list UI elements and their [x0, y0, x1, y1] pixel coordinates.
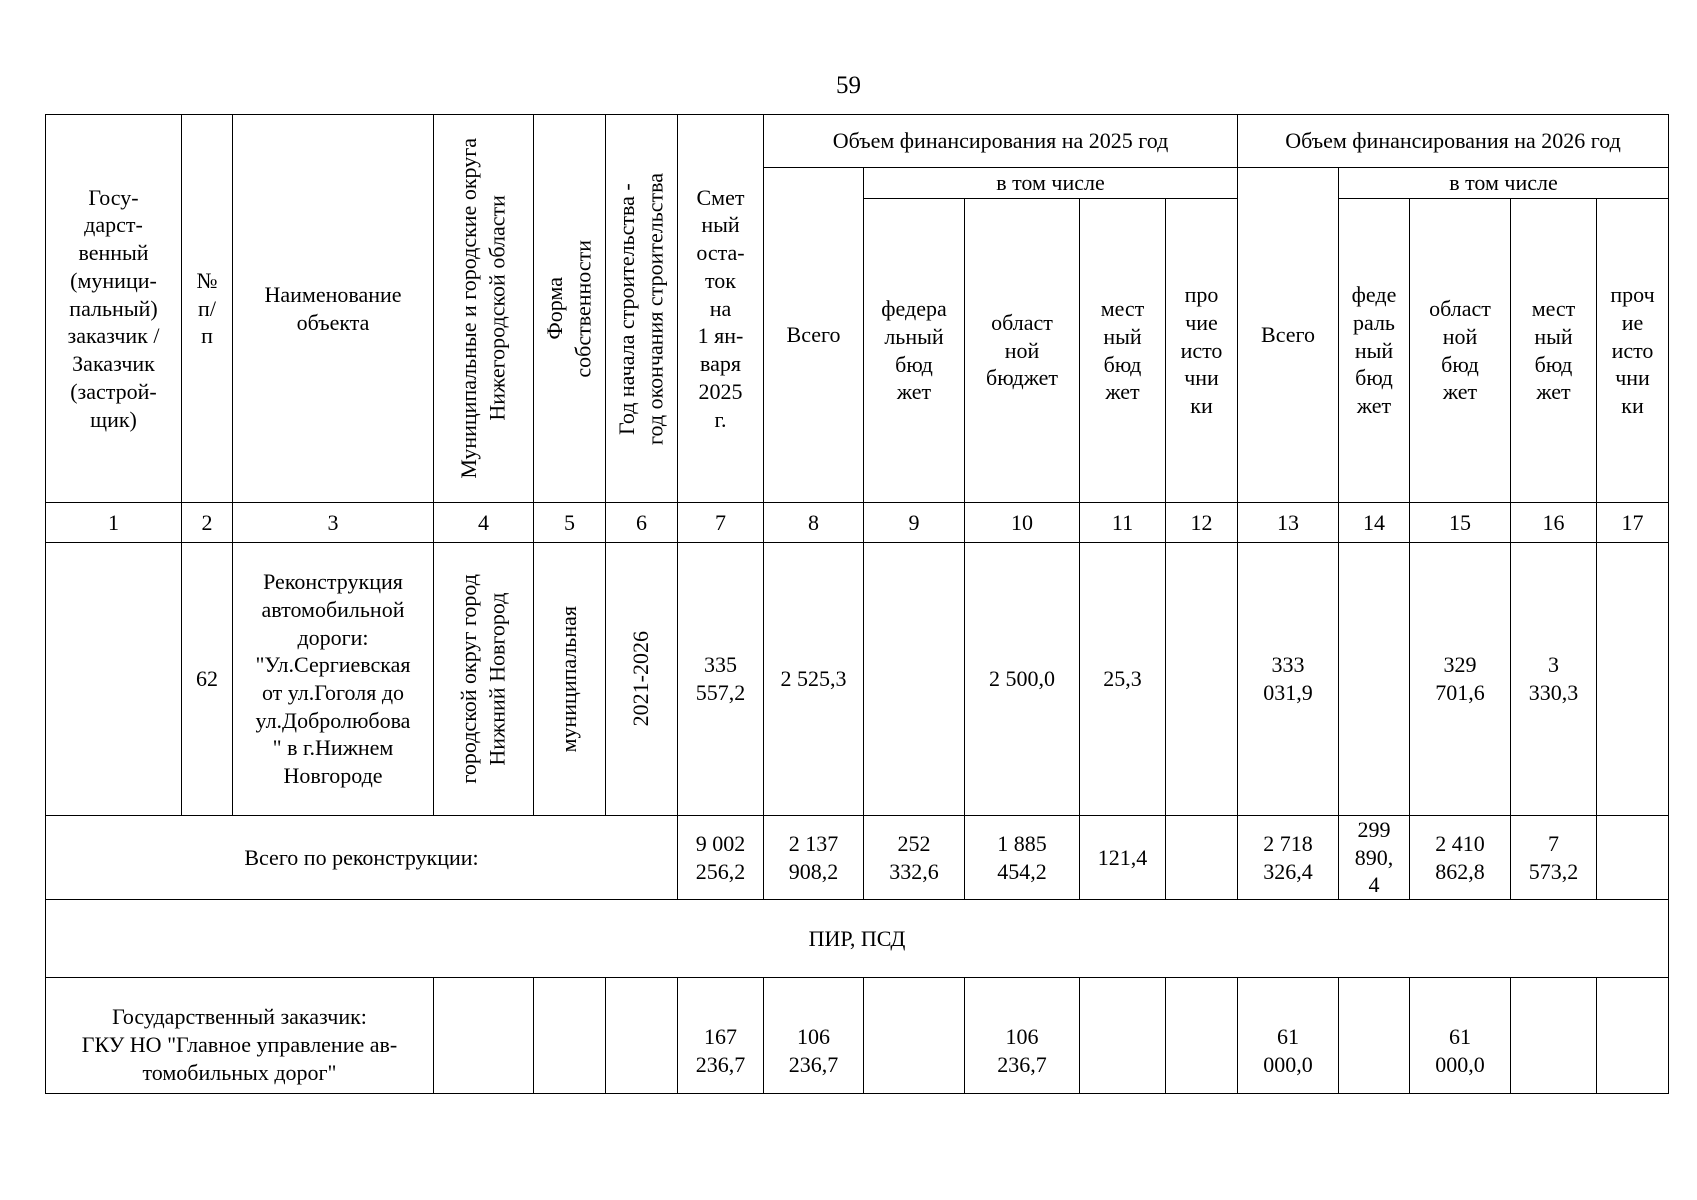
total-2025-other — [1166, 816, 1238, 900]
customer-2025-other — [1166, 978, 1238, 1094]
customer-2026-local — [1511, 978, 1597, 1094]
cell-2025-other — [1166, 543, 1238, 816]
customer-ownership — [534, 978, 606, 1094]
header-other-2026: проч ие исто чни ки — [1597, 199, 1669, 503]
customer-2025-regional: 106 236,7 — [965, 978, 1080, 1094]
customer-2025-total: 106 236,7 — [764, 978, 864, 1094]
total-2026-other — [1597, 816, 1669, 900]
cell-2026-local: 3 330,3 — [1511, 543, 1597, 816]
total-2025-regional: 1 885 454,2 — [965, 816, 1080, 900]
total-2026-regional: 2 410 862,8 — [1410, 816, 1511, 900]
column-number: 7 — [678, 503, 764, 543]
header-district: Муниципальные и городские округа Нижегородской области — [434, 115, 534, 503]
total-2025-local: 121,4 — [1080, 816, 1166, 900]
financing-table — [45, 114, 1669, 1094]
header-local-2026: мест ный бюд жет — [1511, 199, 1597, 503]
cell-number: 62 — [182, 543, 233, 816]
header-ownership: Форма собственности — [534, 115, 606, 503]
column-numbers-row — [46, 503, 1669, 543]
column-number: 3 — [233, 503, 434, 543]
section-title: ПИР, ПСД — [46, 900, 1669, 978]
header-balance: Смет ный оста- ток на 1 ян- варя 2025 г. — [678, 115, 764, 503]
cell-2026-total: 333 031,9 — [1238, 543, 1339, 816]
header-total-2025: Всего — [764, 168, 864, 503]
cell-2025-local: 25,3 — [1080, 543, 1166, 816]
customer-district — [434, 978, 534, 1094]
header-federal-2026: феде раль ный бюд жет — [1339, 199, 1410, 503]
header-customer: Госу- дарст- венный (муници- пальный) заказчик / Заказчик (застрой- щик) — [46, 115, 182, 503]
total-2026-local: 7 573,2 — [1511, 816, 1597, 900]
header-other-2025: про чие исто чни ки — [1166, 199, 1238, 503]
total-2026-total: 2 718 326,4 — [1238, 816, 1339, 900]
column-number: 9 — [864, 503, 965, 543]
column-number: 17 — [1597, 503, 1669, 543]
customer-2025-local — [1080, 978, 1166, 1094]
total-2026-federal: 299 890, 4 — [1339, 816, 1410, 900]
table-row-object — [46, 543, 1669, 816]
customer-years — [606, 978, 678, 1094]
header-financing-2026: Объем финансирования на 2026 год — [1238, 115, 1669, 168]
cell-2026-regional: 329 701,6 — [1410, 543, 1511, 816]
cell-object-name: Реконструкция автомобильной дороги: "Ул.Сергиевская от ул.Гоголя до ул.Добролюбова " в г.Нижнем Новгороде — [233, 543, 434, 816]
header-local-2025: мест ный бюд жет — [1080, 199, 1166, 503]
column-number: 1 — [46, 503, 182, 543]
cell-customer — [46, 543, 182, 816]
cell-district: городской округ город Нижний Новгород — [434, 543, 534, 816]
cell-years: 2021-2026 — [606, 543, 678, 816]
total-balance: 9 002 256,2 — [678, 816, 764, 900]
table-row-total — [46, 816, 1669, 900]
column-number: 10 — [965, 503, 1080, 543]
column-number: 11 — [1080, 503, 1166, 543]
customer-2026-federal — [1339, 978, 1410, 1094]
total-2025-total: 2 137 908,2 — [764, 816, 864, 900]
cell-balance: 335 557,2 — [678, 543, 764, 816]
column-number: 13 — [1238, 503, 1339, 543]
customer-2026-regional: 61 000,0 — [1410, 978, 1511, 1094]
cell-2025-regional: 2 500,0 — [965, 543, 1080, 816]
cell-2025-federal — [864, 543, 965, 816]
table-row-customer — [46, 978, 1669, 1094]
header-number: № п/ п — [182, 115, 233, 503]
column-number: 6 — [606, 503, 678, 543]
customer-2026-other — [1597, 978, 1669, 1094]
page-number: 59 — [836, 72, 861, 99]
customer-2026-total: 61 000,0 — [1238, 978, 1339, 1094]
total-2025-federal: 252 332,6 — [864, 816, 965, 900]
header-object-name: Наименование объекта — [233, 115, 434, 503]
header-financing-2025: Объем финансирования на 2025 год — [764, 115, 1238, 168]
header-federal-2025: федера льный бюд жет — [864, 199, 965, 503]
header-including-2026: в том числе — [1339, 168, 1669, 199]
cell-2026-other — [1597, 543, 1669, 816]
header-years: Год начала строительства - год окончания строительства — [606, 115, 678, 503]
column-number: 16 — [1511, 503, 1597, 543]
header-row-1 — [46, 115, 1669, 168]
column-number: 4 — [434, 503, 534, 543]
cell-ownership: муниципальная — [534, 543, 606, 816]
column-number: 12 — [1166, 503, 1238, 543]
customer-2025-federal — [864, 978, 965, 1094]
cell-2025-total: 2 525,3 — [764, 543, 864, 816]
column-number: 2 — [182, 503, 233, 543]
column-number: 15 — [1410, 503, 1511, 543]
column-number: 14 — [1339, 503, 1410, 543]
total-label: Всего по реконструкции: — [46, 816, 678, 900]
column-number: 5 — [534, 503, 606, 543]
header-regional-2026: област ной бюд жет — [1410, 199, 1511, 503]
customer-balance: 167 236,7 — [678, 978, 764, 1094]
header-regional-2025: област ной бюджет — [965, 199, 1080, 503]
section-row — [46, 900, 1669, 978]
header-total-2026: Всего — [1238, 168, 1339, 503]
header-including-2025: в том числе — [864, 168, 1238, 199]
customer-label: Государственный заказчик: ГКУ НО "Главное управление ав- томобильных дорог" — [46, 978, 434, 1094]
column-number: 8 — [764, 503, 864, 543]
cell-2026-federal — [1339, 543, 1410, 816]
